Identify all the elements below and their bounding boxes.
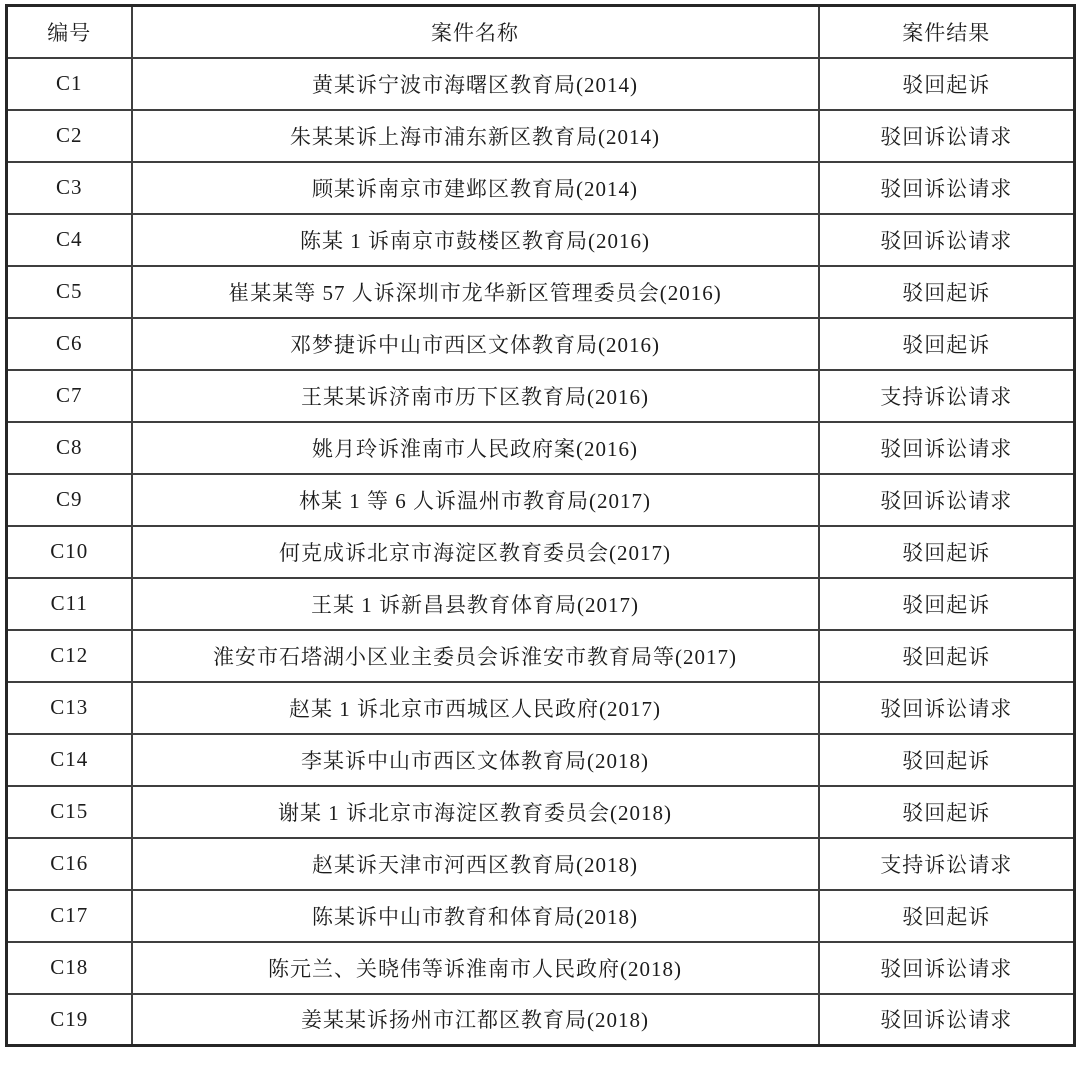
case-id-cell: C18 — [7, 942, 132, 994]
case-name-cell: 邓梦捷诉中山市西区文体教育局(2016) — [132, 318, 819, 370]
case-result-cell: 支持诉讼请求 — [819, 838, 1075, 890]
case-id-cell: C2 — [7, 110, 132, 162]
case-id-cell: C16 — [7, 838, 132, 890]
case-result-cell: 驳回诉讼请求 — [819, 214, 1075, 266]
table-row — [7, 214, 1075, 266]
table-row — [7, 994, 1075, 1046]
case-id-cell: C17 — [7, 890, 132, 942]
case-table — [5, 4, 1076, 1047]
table-row — [7, 266, 1075, 318]
case-result-cell: 驳回起诉 — [819, 786, 1075, 838]
case-result-cell: 驳回起诉 — [819, 318, 1075, 370]
case-id-cell: C15 — [7, 786, 132, 838]
case-result-cell: 驳回起诉 — [819, 578, 1075, 630]
case-name-cell: 姜某某诉扬州市江都区教育局(2018) — [132, 994, 819, 1046]
case-id-cell: C11 — [7, 578, 132, 630]
table-row — [7, 110, 1075, 162]
case-id-cell: C4 — [7, 214, 132, 266]
case-name-cell: 黄某诉宁波市海曙区教育局(2014) — [132, 58, 819, 110]
case-result-cell: 驳回起诉 — [819, 890, 1075, 942]
case-id-cell: C7 — [7, 370, 132, 422]
case-name-cell: 淮安市石塔湖小区业主委员会诉淮安市教育局等(2017) — [132, 630, 819, 682]
case-result-cell: 驳回诉讼请求 — [819, 994, 1075, 1046]
case-result-cell: 驳回诉讼请求 — [819, 422, 1075, 474]
case-result-cell: 驳回起诉 — [819, 58, 1075, 110]
table-row — [7, 58, 1075, 110]
case-name-cell: 陈某 1 诉南京市鼓楼区教育局(2016) — [132, 214, 819, 266]
case-result-cell: 驳回诉讼请求 — [819, 474, 1075, 526]
table-row — [7, 942, 1075, 994]
case-id-cell: C5 — [7, 266, 132, 318]
case-result-cell: 驳回起诉 — [819, 526, 1075, 578]
case-name-cell: 姚月玲诉淮南市人民政府案(2016) — [132, 422, 819, 474]
case-id-cell: C13 — [7, 682, 132, 734]
header-case-name: 案件名称 — [132, 6, 819, 58]
table-row — [7, 422, 1075, 474]
table-row — [7, 318, 1075, 370]
case-result-cell: 支持诉讼请求 — [819, 370, 1075, 422]
table-row — [7, 162, 1075, 214]
case-result-cell: 驳回起诉 — [819, 266, 1075, 318]
case-name-cell: 崔某某等 57 人诉深圳市龙华新区管理委员会(2016) — [132, 266, 819, 318]
case-id-cell: C10 — [7, 526, 132, 578]
case-name-cell: 赵某诉天津市河西区教育局(2018) — [132, 838, 819, 890]
case-id-cell: C12 — [7, 630, 132, 682]
case-id-cell: C3 — [7, 162, 132, 214]
table-row — [7, 526, 1075, 578]
case-id-cell: C9 — [7, 474, 132, 526]
case-id-cell: C6 — [7, 318, 132, 370]
case-result-cell: 驳回诉讼请求 — [819, 162, 1075, 214]
case-name-cell: 陈元兰、关晓伟等诉淮南市人民政府(2018) — [132, 942, 819, 994]
table-header-row — [7, 6, 1075, 58]
table-row — [7, 786, 1075, 838]
table-row — [7, 630, 1075, 682]
table-row — [7, 370, 1075, 422]
case-name-cell: 王某某诉济南市历下区教育局(2016) — [132, 370, 819, 422]
case-name-cell: 朱某某诉上海市浦东新区教育局(2014) — [132, 110, 819, 162]
case-name-cell: 林某 1 等 6 人诉温州市教育局(2017) — [132, 474, 819, 526]
case-result-cell: 驳回诉讼请求 — [819, 942, 1075, 994]
case-id-cell: C1 — [7, 58, 132, 110]
case-name-cell: 顾某诉南京市建邺区教育局(2014) — [132, 162, 819, 214]
header-case-id: 编号 — [7, 6, 132, 58]
case-name-cell: 谢某 1 诉北京市海淀区教育委员会(2018) — [132, 786, 819, 838]
case-result-cell: 驳回起诉 — [819, 630, 1075, 682]
case-name-cell: 赵某 1 诉北京市西城区人民政府(2017) — [132, 682, 819, 734]
case-name-cell: 何克成诉北京市海淀区教育委员会(2017) — [132, 526, 819, 578]
case-id-cell: C8 — [7, 422, 132, 474]
table-row — [7, 578, 1075, 630]
case-result-cell: 驳回诉讼请求 — [819, 682, 1075, 734]
case-result-cell: 驳回起诉 — [819, 734, 1075, 786]
case-name-cell: 王某 1 诉新昌县教育体育局(2017) — [132, 578, 819, 630]
table-row — [7, 474, 1075, 526]
case-result-cell: 驳回诉讼请求 — [819, 110, 1075, 162]
header-case-result: 案件结果 — [819, 6, 1075, 58]
case-id-cell: C14 — [7, 734, 132, 786]
table-row — [7, 734, 1075, 786]
case-name-cell: 李某诉中山市西区文体教育局(2018) — [132, 734, 819, 786]
table-row — [7, 838, 1075, 890]
table-row — [7, 890, 1075, 942]
case-name-cell: 陈某诉中山市教育和体育局(2018) — [132, 890, 819, 942]
table-row — [7, 682, 1075, 734]
case-id-cell: C19 — [7, 994, 132, 1046]
